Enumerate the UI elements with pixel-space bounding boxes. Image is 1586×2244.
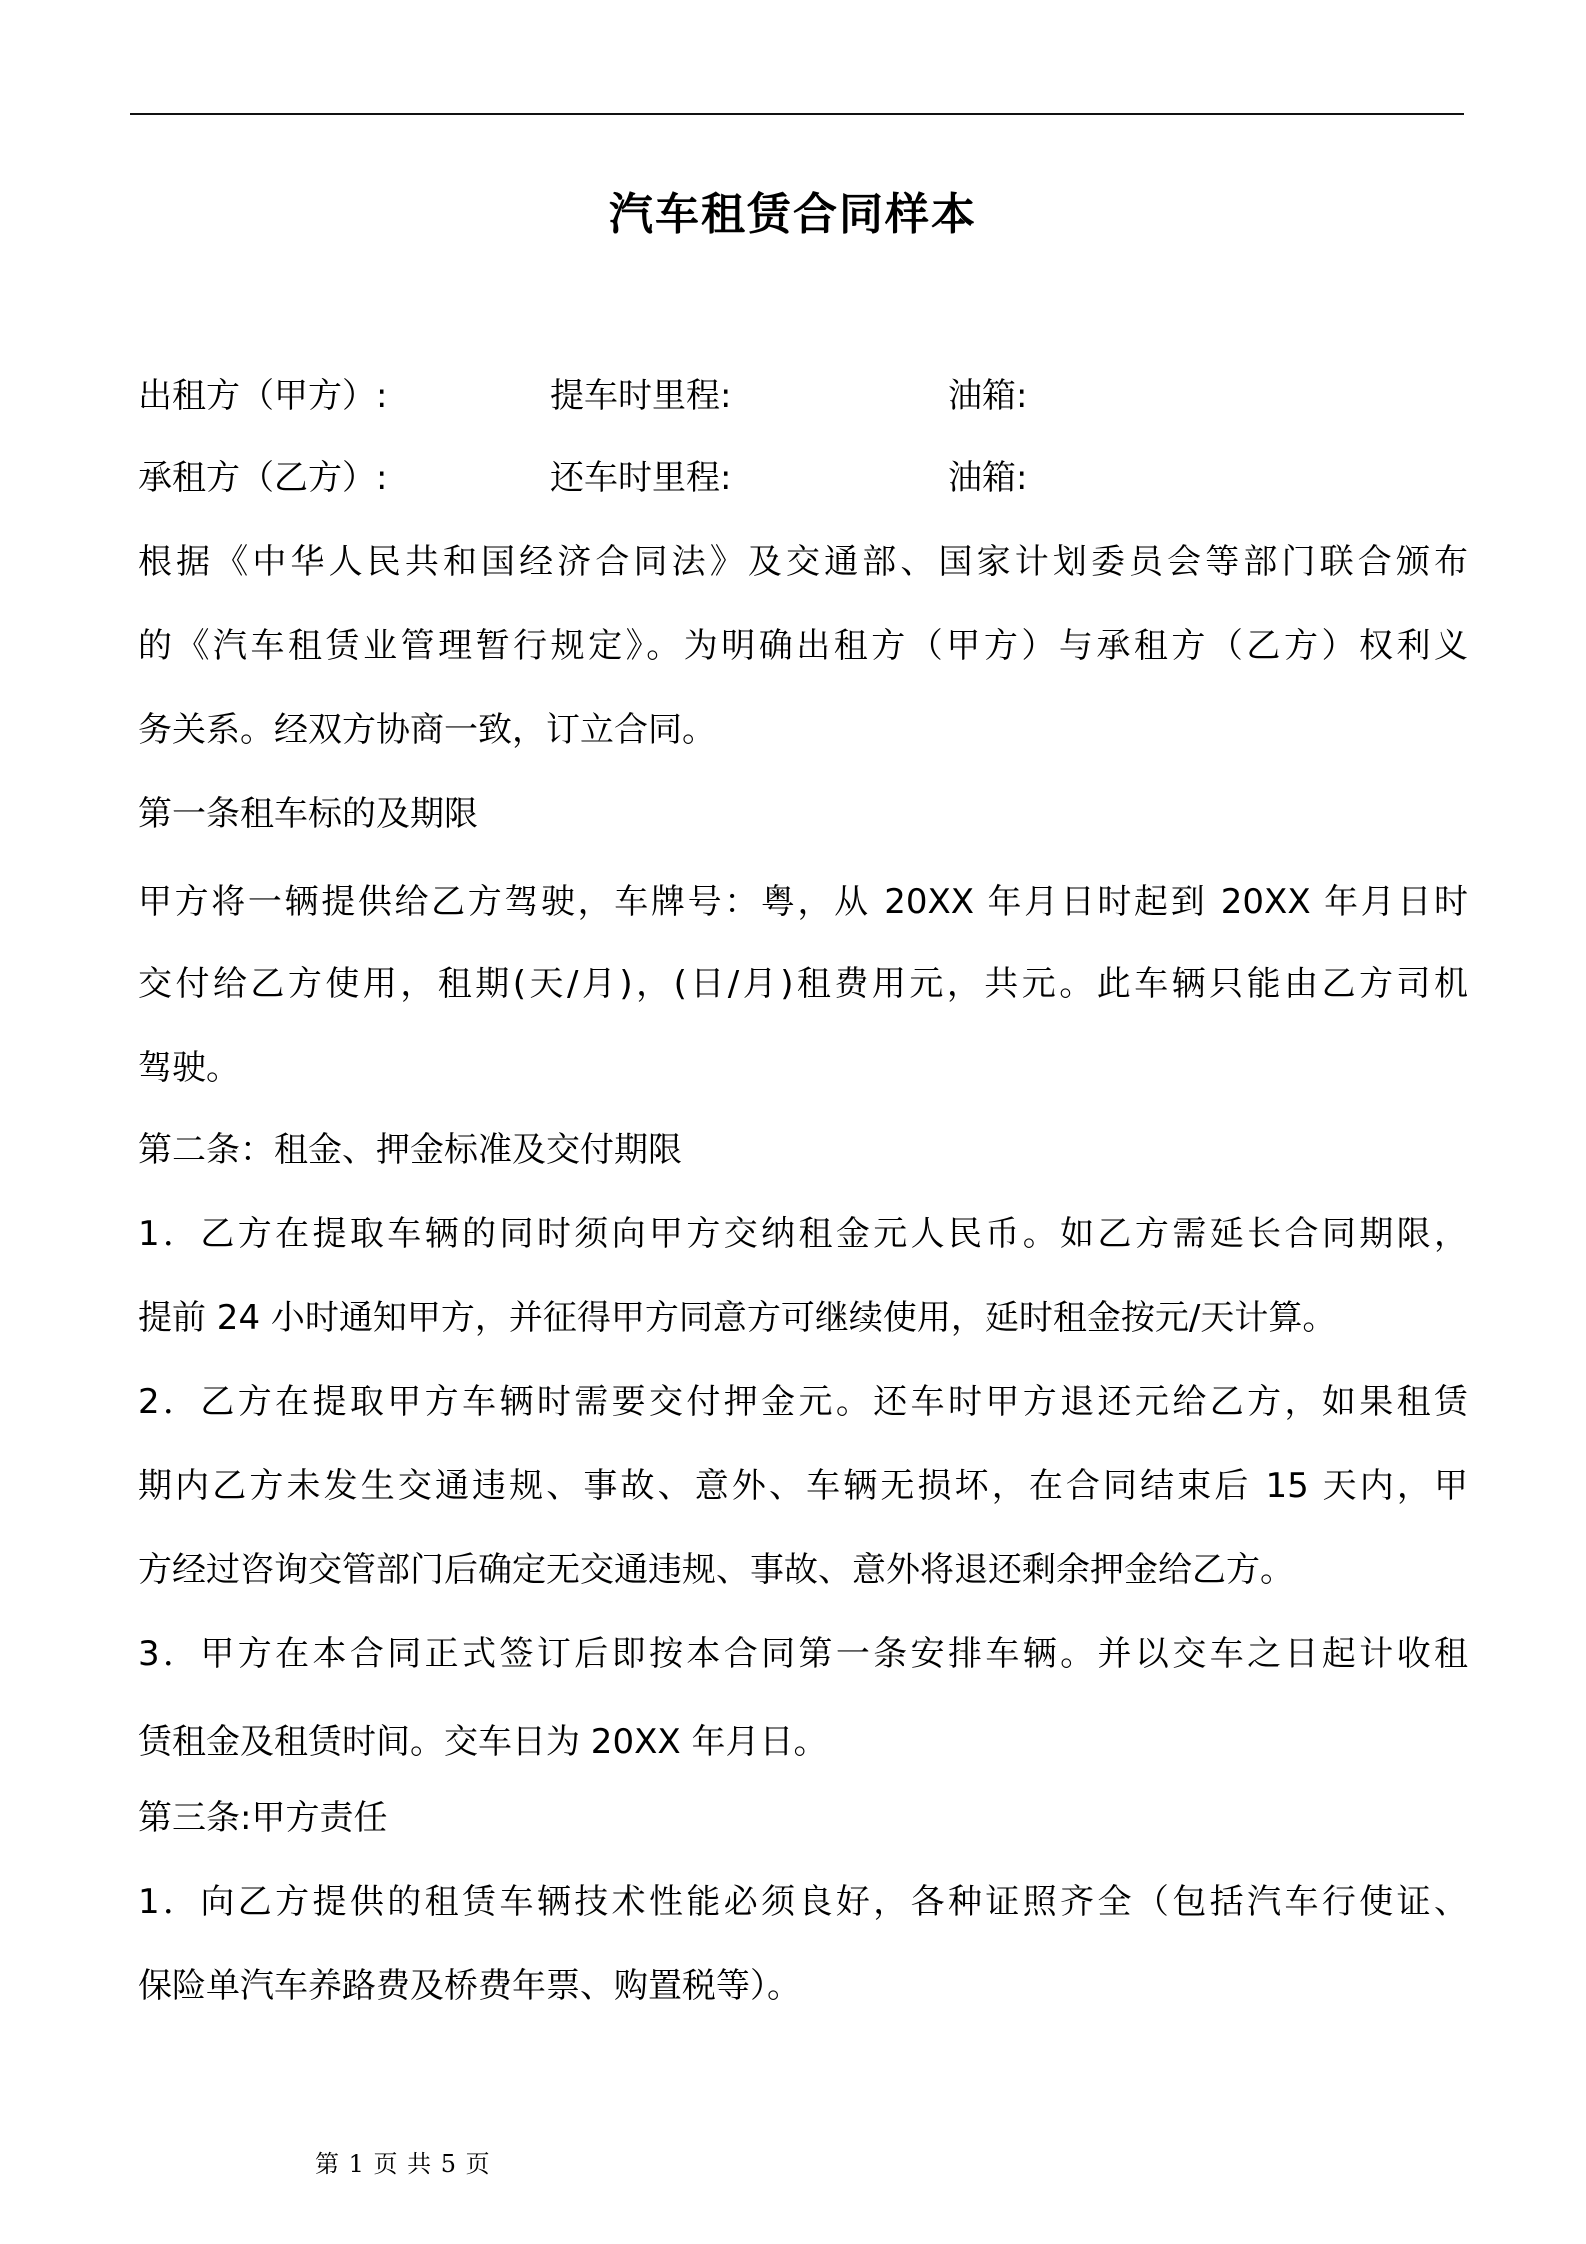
body-line: 根据《中华人民共和国经济合同法》及交通部、国家计划委员会等部门联合颁布 [138,542,1468,582]
page-number-footer: 第 1 页 共 5 页 [315,2150,491,2178]
body-line: 方经过咨询交管部门后确定无交通违规、事故、意外将退还剩余押金给乙方。 [138,1550,1294,1590]
body-line: 交付给乙方使用，租期(天/月)，(日/月)租费用元，共元。此车辆只能由乙方司机 [138,964,1468,1004]
section-heading: 第一条租车标的及期限 [138,794,478,834]
body-line: 期内乙方未发生交通违规、事故、意外、车辆无损坏，在合同结束后 15 天内，甲 [138,1466,1468,1506]
fuel-label-1: 油箱: [948,376,1028,416]
body-line: 提前 24 小时通知甲方，并征得甲方同意方可继续使用，延时租金按元/天计算。 [138,1298,1337,1338]
fuel-label-2: 油箱: [948,458,1028,498]
body-line: 务关系。经双方协商一致，订立合同。 [138,710,716,750]
header-rule [130,113,1464,115]
body-line: 1．乙方在提取车辆的同时须向甲方交纳租金元人民币。如乙方需延长合同期限， [138,1214,1468,1254]
section-heading: 第二条：租金、押金标准及交付期限 [138,1130,682,1170]
body-line: 驾驶。 [138,1048,240,1088]
body-line: 1．向乙方提供的租赁车辆技术性能必须良好，各种证照齐全（包括汽车行使证、 [138,1882,1468,1922]
body-line: 保险单汽车养路费及桥费年票、购置税等）。 [138,1966,801,2006]
pickup-mileage-label: 提车时里程: [550,376,732,416]
lessee-label: 承租方（乙方）: [138,458,388,498]
return-mileage-label: 还车时里程: [550,458,732,498]
body-line: 甲方将一辆提供给乙方驾驶，车牌号：粤，从 20XX 年月日时起到 20XX 年月日时 [138,882,1468,922]
body-line: 3．甲方在本合同正式签订后即按本合同第一条安排车辆。并以交车之日起计收租 [138,1634,1468,1674]
section-heading: 第三条:甲方责任 [138,1798,388,1838]
body-line: 的《汽车租赁业管理暂行规定》。为明确出租方（甲方）与承租方（乙方）权利义 [138,626,1468,666]
lessor-label: 出租方（甲方）: [138,376,388,416]
body-line: 2．乙方在提取甲方车辆时需要交付押金元。还车时甲方退还元给乙方，如果租赁 [138,1382,1468,1422]
body-line: 赁租金及租赁时间。交车日为 20XX 年月日。 [138,1722,828,1762]
page-title: 汽车租赁合同样本 [609,189,977,240]
